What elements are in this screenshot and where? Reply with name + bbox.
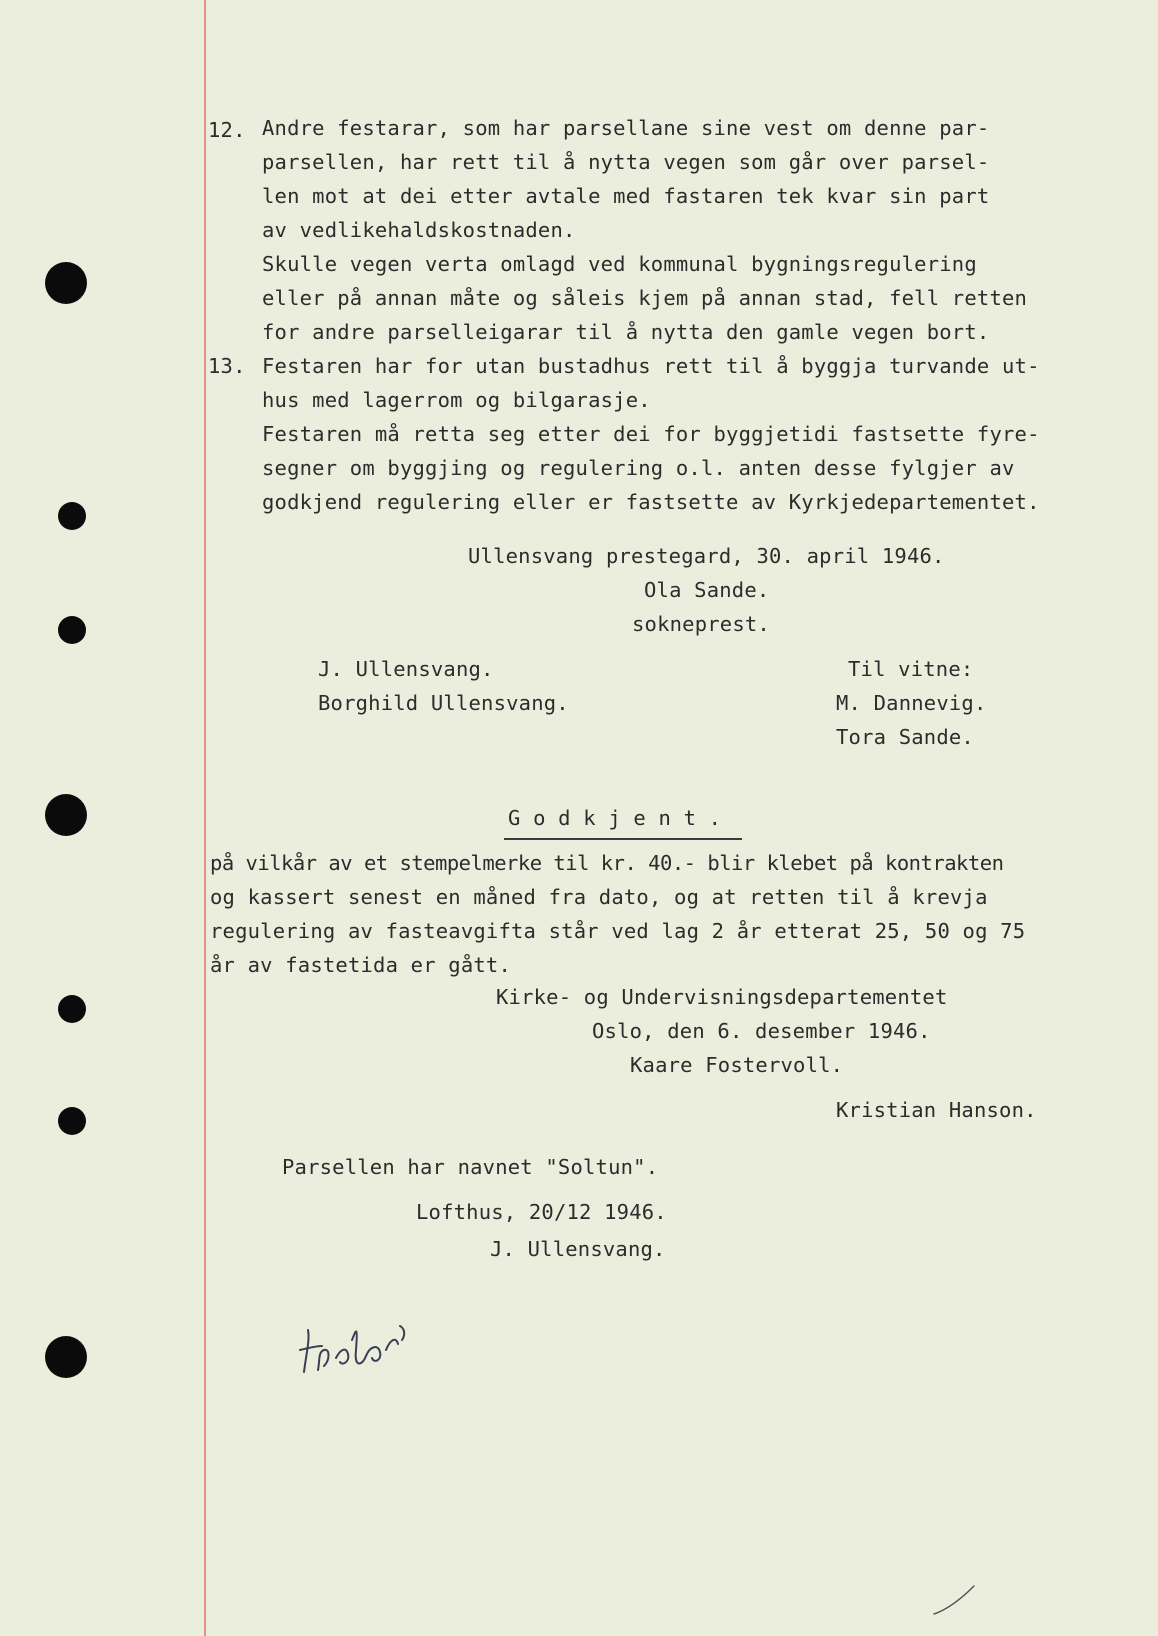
- naming-note: Parsellen har navnet "Soltun".: [282, 1155, 659, 1179]
- clause-number: 12.: [208, 118, 246, 142]
- clause-text-line: segner om byggjing og regulering o.l. anten desse fylgjer av: [262, 456, 1015, 480]
- clause-text-line: av vedlikehaldskostnaden.: [262, 218, 576, 242]
- punch-hole: [45, 794, 87, 836]
- clause-text-line: len mot at dei etter avtale med fastaren tek kvar sin part: [262, 184, 990, 208]
- approval-text-line: og kassert senest en måned fra dato, og at retten til å krevja: [210, 885, 988, 909]
- approval-date: Oslo, den 6. desember 1946.: [592, 1019, 931, 1043]
- handwritten-initials: [296, 1310, 416, 1400]
- clause-number: 13.: [208, 354, 246, 378]
- punch-hole: [58, 502, 86, 530]
- pen-mark: [930, 1580, 980, 1620]
- approval-heading-underline: [504, 838, 742, 840]
- naming-signature: J. Ullensvang.: [490, 1237, 666, 1261]
- approval-department: Kirke- og Undervisningsdepartementet: [496, 985, 948, 1009]
- margin-rule: [204, 0, 206, 1636]
- signing-place-date: Ullensvang prestegard, 30. april 1946.: [468, 544, 945, 568]
- clause-text-line: parsellen, har rett til å nytta vegen som går over parsel-: [262, 150, 990, 174]
- party-signature: Borghild Ullensvang.: [318, 691, 569, 715]
- clause-text-line: for andre parselleigarar til å nytta den gamle vegen bort.: [262, 320, 990, 344]
- clause-text-line: Skulle vegen verta omlagd ved kommunal bygningsregulering: [262, 252, 977, 276]
- witness-signature: Tora Sande.: [836, 725, 974, 749]
- approval-signatory: Kaare Fostervoll.: [630, 1053, 844, 1077]
- clause-text-line: godkjend regulering eller er fastsette av Kyrkjedepartementet.: [262, 490, 1040, 514]
- clause-text-line: hus med lagerrom og bilgarasje.: [262, 388, 651, 412]
- witness-signature: M. Dannevig.: [836, 691, 987, 715]
- clause-text-line: eller på annan måte og såleis kjem på annan stad, fell retten: [262, 286, 1028, 310]
- punch-hole: [58, 1107, 86, 1135]
- witness-label: Til vitne:: [848, 657, 974, 681]
- naming-date: Lofthus, 20/12 1946.: [416, 1200, 667, 1224]
- punch-hole: [58, 616, 86, 644]
- signing-title: sokneprest.: [632, 612, 770, 636]
- approval-signatory: Kristian Hanson.: [836, 1098, 1037, 1122]
- approval-heading: G o d k j e n t .: [508, 806, 722, 830]
- approval-text-line: år av fastetida er gått.: [210, 953, 512, 977]
- party-signature: J. Ullensvang.: [318, 657, 494, 681]
- approval-text-line: på vilkår av et stempelmerke til kr. 40.- blir klebet på kontrakten: [210, 851, 1004, 875]
- clause-text-line: Andre festarar, som har parsellane sine vest om denne par-: [262, 116, 990, 140]
- signing-name: Ola Sande.: [644, 578, 770, 602]
- punch-hole: [58, 995, 86, 1023]
- clause-text-line: Festaren må retta seg etter dei for byggjetidi fastsette fyre-: [262, 422, 1040, 446]
- approval-text-line: regulering av fasteavgifta står ved lag 2 år etterat 25, 50 og 75: [210, 919, 1026, 943]
- punch-hole: [45, 1336, 87, 1378]
- clause-text-line: Festaren har for utan bustadhus rett til å byggja turvande ut-: [262, 354, 1040, 378]
- punch-hole: [45, 262, 87, 304]
